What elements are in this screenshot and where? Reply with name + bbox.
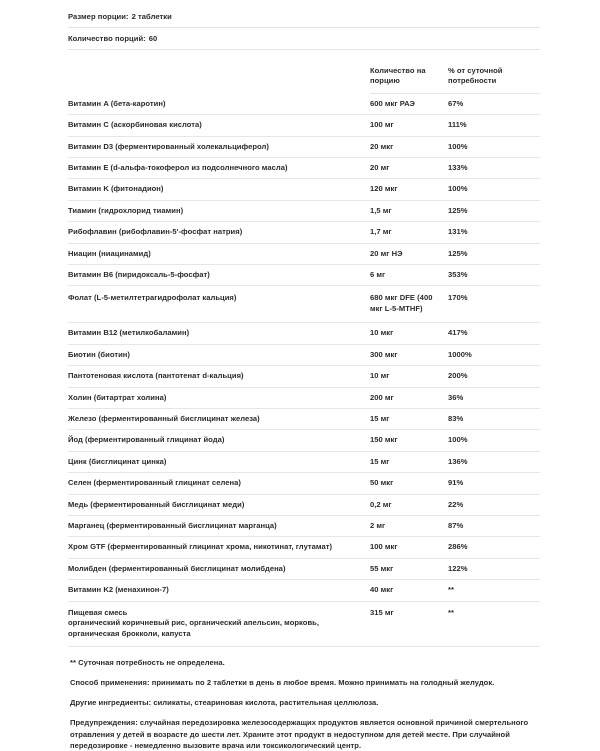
nutrition-facts-table xyxy=(68,64,540,647)
nutrient-amount-cell: 300 мкг xyxy=(370,344,448,365)
table-row xyxy=(68,430,540,451)
directions-text: Способ применения: принимать по 2 таблетки в день в любое время. Можно принимать на голодный желудок. xyxy=(70,678,495,688)
nutrient-name-cell: Ниацин (ниацинамид) xyxy=(68,243,370,264)
serving-size-label: Размер порции: xyxy=(68,12,129,21)
nutrient-name-cell: Марганец (ферментированный бисглицинат марганца) xyxy=(68,515,370,536)
serving-size-row xyxy=(68,6,540,28)
nutrient-name-cell: Витамин E (d-альфа-токоферол из подсолнечного масла) xyxy=(68,158,370,179)
daily-value-footnote: ** Суточная потребность не определена. xyxy=(70,658,225,668)
nutrient-name-cell: Хром GTF (ферментированный глицинат хрома, никотинат, глутамат) xyxy=(68,537,370,558)
header-nutrient-name xyxy=(68,64,370,93)
nutrient-daily-value-cell: 170% xyxy=(448,286,540,323)
nutrient-daily-value-cell: 100% xyxy=(448,179,540,200)
nutrient-daily-value-cell: 125% xyxy=(448,243,540,264)
nutrient-name-cell: Йод (ферментированный глицинат йода) xyxy=(68,430,370,451)
table-row xyxy=(68,537,540,558)
nutrient-name-cell: Фолат (L-5-метилтетрагидрофолат кальция) xyxy=(68,286,370,323)
table-body xyxy=(68,93,540,646)
nutrient-name-cell: Витамин K (фитонадион) xyxy=(68,179,370,200)
table-row xyxy=(68,93,540,114)
nutrient-daily-value-cell: 131% xyxy=(448,222,540,243)
nutrient-daily-value-cell: 286% xyxy=(448,537,540,558)
servings-per-container-row xyxy=(68,28,540,50)
table-row xyxy=(68,222,540,243)
nutrient-amount-cell: 20 мг xyxy=(370,158,448,179)
nutrient-daily-value-cell: 133% xyxy=(448,158,540,179)
nutrient-amount-cell: 0,2 мг xyxy=(370,494,448,515)
nutrient-daily-value-cell: 87% xyxy=(448,515,540,536)
nutrient-name-cell: Витамин K2 (менахинон-7) xyxy=(68,580,370,601)
nutrient-daily-value-cell: ** xyxy=(448,601,540,647)
nutrient-name-cell: Витамин A (бета-каротин) xyxy=(68,93,370,114)
nutrient-daily-value-cell: 200% xyxy=(448,366,540,387)
nutrient-daily-value-cell: 91% xyxy=(448,473,540,494)
nutrient-amount-cell: 600 мкг РАЭ xyxy=(370,93,448,114)
nutrient-amount-cell: 120 мкг xyxy=(370,179,448,200)
table-row xyxy=(68,366,540,387)
nutrient-name-cell: Молибден (ферментированный бисглицинат молибдена) xyxy=(68,558,370,579)
nutrient-amount-cell: 150 мкг xyxy=(370,430,448,451)
nutrient-amount-cell: 50 мкг xyxy=(370,473,448,494)
table-row xyxy=(68,243,540,264)
table-row xyxy=(68,387,540,408)
nutrient-daily-value-cell: 83% xyxy=(448,408,540,429)
table-row xyxy=(68,344,540,365)
nutrient-name-cell: Медь (ферментированный бисглицинат меди) xyxy=(68,494,370,515)
nutrient-daily-value-cell: ** xyxy=(448,580,540,601)
nutrient-name-cell: Железо (ферментированный бисглицинат железа) xyxy=(68,408,370,429)
nutrient-name-cell: Пантотеновая кислота (пантотенат d-кальция) xyxy=(68,366,370,387)
servings-count-label: Количествo порций: xyxy=(68,34,146,43)
nutrient-name-cell: Рибофлавин (рибофлавин-5'-фосфат натрия) xyxy=(68,222,370,243)
table-row xyxy=(68,451,540,472)
nutrient-daily-value-cell: 122% xyxy=(448,558,540,579)
nutrient-name-cell: Тиамин (гидрохлорид тиамин) xyxy=(68,200,370,221)
table-row xyxy=(68,200,540,221)
table-row xyxy=(68,515,540,536)
nutrient-amount-cell: 200 мг xyxy=(370,387,448,408)
nutrient-name-cell: Витамин B12 (метилкобаламин) xyxy=(68,323,370,344)
nutrient-amount-cell: 10 мг xyxy=(370,366,448,387)
nutrient-name-cell: Витамин D3 (ферментированный холекальциферол) xyxy=(68,136,370,157)
nutrient-amount-cell: 10 мкг xyxy=(370,323,448,344)
header-percent-daily-value: % от суточной потребности xyxy=(448,64,540,93)
nutrient-name-cell: Биотин (биотин) xyxy=(68,344,370,365)
nutrient-amount-cell: 15 мг xyxy=(370,451,448,472)
table-row xyxy=(68,473,540,494)
nutrient-amount-cell: 680 мкг DFE (400 мкг L-5-MTHF) xyxy=(370,286,448,323)
nutrient-name-cell: Витамин C (аскорбиновая кислота) xyxy=(68,115,370,136)
nutrient-name-cell: Пищевая смесь органический коричневый рис, органический апельсин, морковь, органическая брокколи, капуста xyxy=(68,601,370,647)
table-row xyxy=(68,558,540,579)
nutrient-daily-value-cell: 100% xyxy=(448,430,540,451)
nutrient-amount-cell: 100 мг xyxy=(370,115,448,136)
table-row xyxy=(68,158,540,179)
nutrient-daily-value-cell: 353% xyxy=(448,265,540,286)
nutrient-daily-value-cell: 136% xyxy=(448,451,540,472)
nutrient-amount-cell: 1,7 мг xyxy=(370,222,448,243)
table-row xyxy=(68,115,540,136)
nutrient-name-cell: Холин (битартрат холина) xyxy=(68,387,370,408)
nutrient-amount-cell: 100 мкг xyxy=(370,537,448,558)
nutrient-name-cell: Селен (ферментированный глицинат селена) xyxy=(68,473,370,494)
nutrient-daily-value-cell: 125% xyxy=(448,200,540,221)
warning-text: Предупреждения: случайная передозировка железосодержащих продуктов является основной причиной смертельного отравления у детей в возрасте до шести лет. Храните этот продукт в недоступном для детей месте. При случайной передозировке - немедленно вызовите врача или токсикологический центр. xyxy=(70,718,529,750)
servings-count-value: 60 xyxy=(148,34,158,43)
nutrient-daily-value-cell: 417% xyxy=(448,323,540,344)
table-row xyxy=(68,580,540,601)
serving-size-value: 2 таблетки xyxy=(131,12,172,21)
nutrient-name-cell: Цинк (бисглицинат цинка) xyxy=(68,451,370,472)
nutrient-daily-value-cell: 1000% xyxy=(448,344,540,365)
nutrient-daily-value-cell: 100% xyxy=(448,136,540,157)
nutrient-amount-cell: 15 мг xyxy=(370,408,448,429)
table-row xyxy=(68,323,540,344)
nutrient-daily-value-cell: 67% xyxy=(448,93,540,114)
table-row xyxy=(68,494,540,515)
table-row xyxy=(68,265,540,286)
nutrient-sub-text: органический коричневый рис, органический апельсин, морковь, органическая брокколи, капуста xyxy=(68,617,319,638)
nutrient-amount-cell: 55 мкг xyxy=(370,558,448,579)
nutrient-name-cell: Витамин B6 (пиридоксаль-5-фосфат) xyxy=(68,265,370,286)
table-row xyxy=(68,601,540,647)
nutrient-amount-cell: 315 мг xyxy=(370,601,448,647)
table-row xyxy=(68,408,540,429)
nutrient-amount-cell: 6 мг xyxy=(370,265,448,286)
header-amount-per-serving: Количество на порцию xyxy=(370,64,448,93)
nutrient-daily-value-cell: 22% xyxy=(448,494,540,515)
footnotes-section xyxy=(68,647,540,751)
table-header-row xyxy=(68,64,540,93)
nutrient-amount-cell: 1,5 мг xyxy=(370,200,448,221)
table-header xyxy=(68,64,540,93)
table-row xyxy=(68,179,540,200)
nutrient-amount-cell: 20 мг НЭ xyxy=(370,243,448,264)
nutrient-amount-cell: 2 мг xyxy=(370,515,448,536)
nutrient-amount-cell: 20 мкг xyxy=(370,136,448,157)
table-row xyxy=(68,286,540,323)
table-top-spacer xyxy=(68,50,540,64)
other-ingredients-text: Другие ингредиенты: силикаты, стеариновая кислота, растительная целлюлоза. xyxy=(70,698,379,708)
nutrient-daily-value-cell: 111% xyxy=(448,115,540,136)
nutrient-daily-value-cell: 36% xyxy=(448,387,540,408)
table-row xyxy=(68,136,540,157)
nutrient-amount-cell: 40 мкг xyxy=(370,580,448,601)
